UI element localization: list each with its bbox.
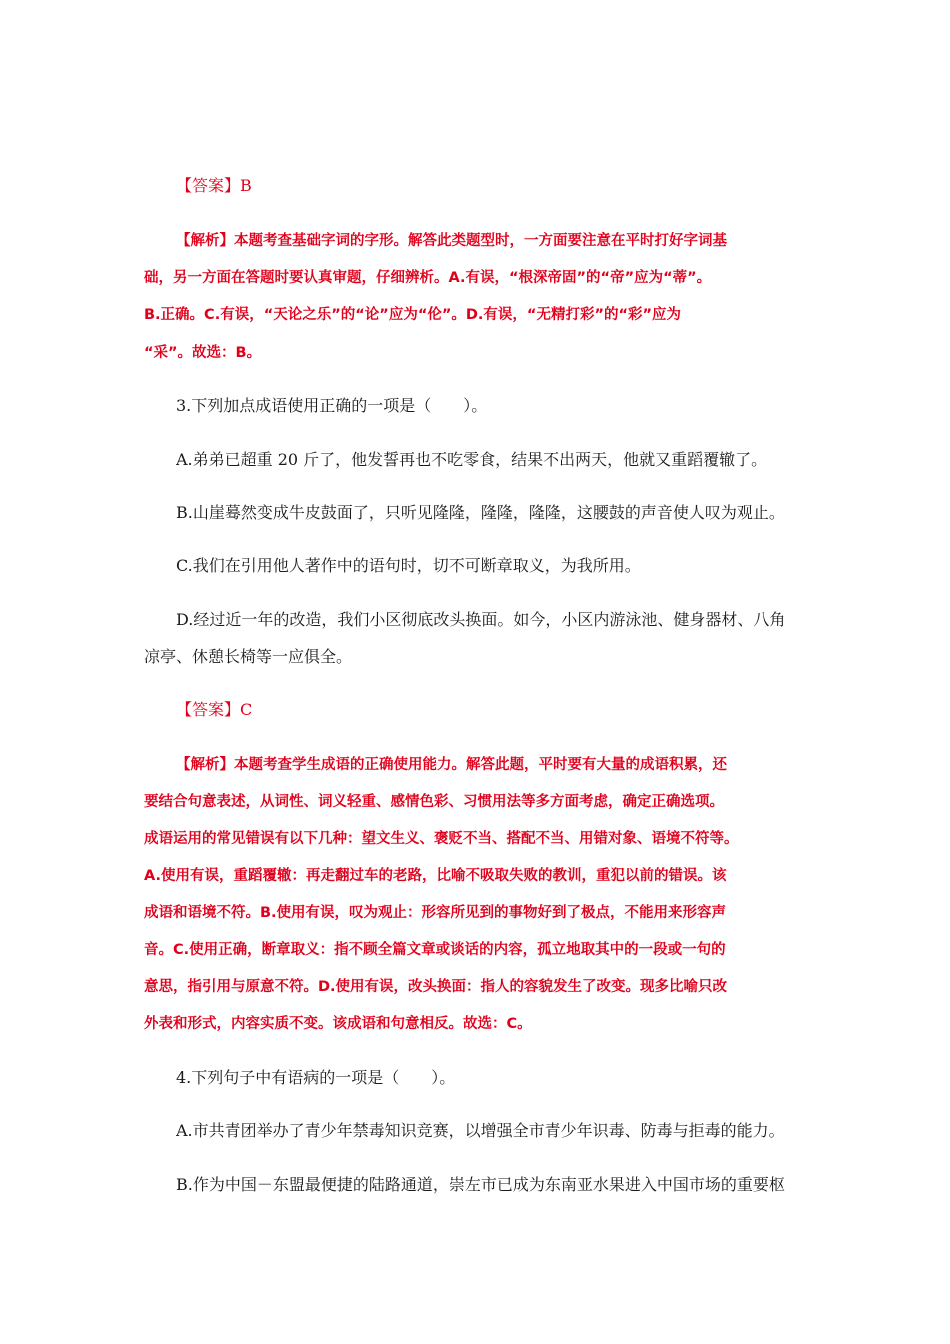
q4-option-b: B.作为中国－东盟最便捷的陆路通道，崇左市已成为东南亚水果进入中国市场的重要枢 bbox=[176, 1175, 785, 1194]
q2-analysis-line-3: B.正确。C.有误，“天论之乐”的“论”应为“伦”。D.有误，“无精打彩”的“彩”应为 bbox=[144, 307, 682, 323]
q3-analysis-line-4: A.使用有误，重蹈覆辙：再走翻过车的老路，比喻不吸取失败的教训，重犯以前的错误。该 bbox=[144, 868, 727, 884]
q3-option-c: C.我们在引用他人著作中的语句时，切不可断章取义，为我所用。 bbox=[176, 556, 641, 575]
q3-analysis-line-8: 外表和形式，内容实质不变。该成语和句意相反。故选：C。 bbox=[144, 1016, 532, 1032]
q3-analysis-line-6: 音。C.使用正确，断章取义：指不顾全篇文章或谈话的内容，孤立地取其中的一段或一句的 bbox=[144, 942, 726, 958]
q3-analysis-line-1: 【解析】本题考查学生成语的正确使用能力。解答此题，平时要有大量的成语积累，还 bbox=[176, 757, 727, 773]
q3-option-a: A.弟弟已超重 20 斤了，他发誓再也不吃零食，结果不出两天，他就又重蹈覆辙了。 bbox=[176, 450, 768, 469]
q2-analysis-line-4: “采”。故选：B。 bbox=[144, 345, 262, 361]
q3-option-d-line-2: 凉亭、休憩长椅等一应俱全。 bbox=[144, 647, 353, 666]
q3-option-d-line-1: D.经过近一年的改造，我们小区彻底改头换面。如今，小区内游泳池、健身器材、八角 bbox=[176, 610, 786, 629]
q3-analysis-line-7: 意思，指引用与原意不符。D.使用有误，改头换面：指人的容貌发生了改变。现多比喻只改 bbox=[144, 979, 728, 995]
q2-analysis-line-2: 础，另一方面在答题时要认真审题，仔细辨析。A.有误，“根深帝固”的“帝”应为“蒂”。 bbox=[144, 270, 712, 286]
q3-analysis-line-2: 要结合句意表述，从词性、词义轻重、感情色彩、习惯用法等多方面考虑，确定正确选项。 bbox=[144, 794, 724, 810]
q3-stem: 3.下列加点成语使用正确的一项是（ ）。 bbox=[176, 396, 488, 415]
q2-answer: 【答案】B bbox=[176, 176, 252, 195]
q4-option-a: A.市共青团举办了青少年禁毒知识竞赛，以增强全市青少年识毒、防毒与拒毒的能力。 bbox=[176, 1121, 785, 1140]
q2-analysis-line-1: 【解析】本题考查基础字词的字形。解答此类题型时，一方面要注意在平时打好字词基 bbox=[176, 233, 727, 249]
q3-option-b: B.山崖蓦然变成牛皮鼓面了，只听见隆隆，隆隆，隆隆，这腰鼓的声音使人叹为观止。 bbox=[176, 503, 785, 522]
q3-analysis-line-3: 成语运用的常见错误有以下几种：望文生义、褒贬不当、搭配不当、用错对象、语境不符等。 bbox=[144, 831, 739, 847]
q3-analysis-line-5: 成语和语境不符。B.使用有误，叹为观止：形容所见到的事物好到了极点，不能用来形容声 bbox=[144, 905, 727, 921]
q4-stem: 4.下列句子中有语病的一项是（ ）。 bbox=[176, 1068, 456, 1087]
q3-answer: 【答案】C bbox=[176, 700, 253, 719]
